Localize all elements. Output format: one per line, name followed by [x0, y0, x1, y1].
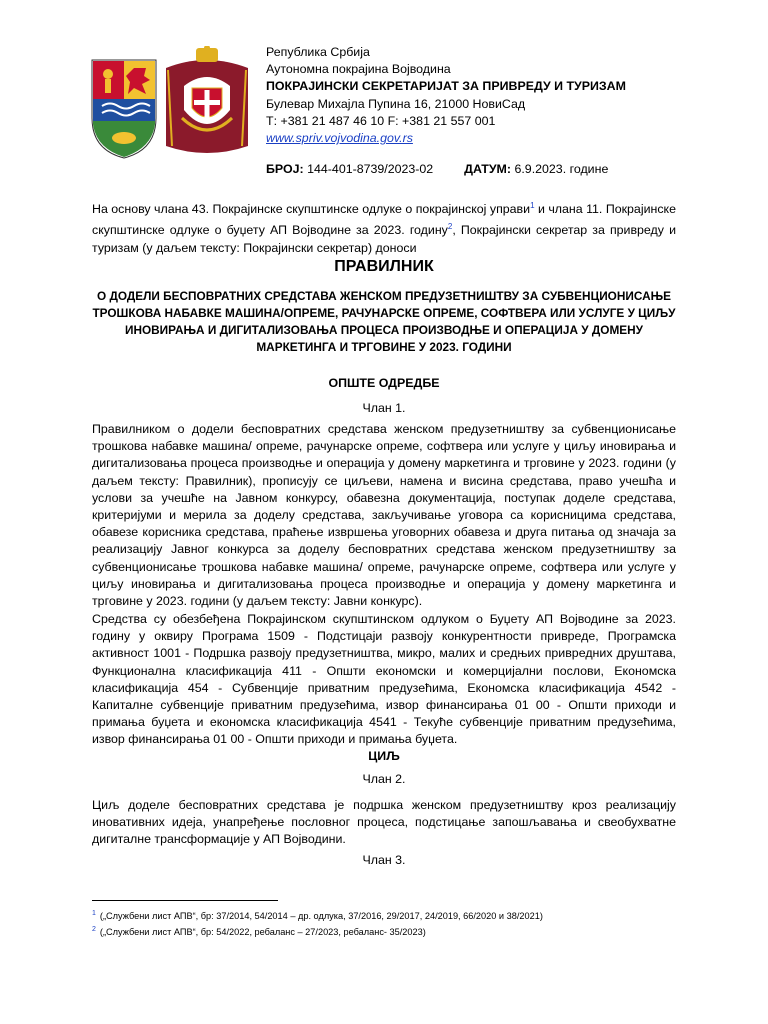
coat-of-arms-emblems	[88, 46, 253, 162]
article-3-heading: Члан 3.	[362, 853, 406, 867]
intro-text-3: , Покрајински секретар за привреду и туризам (у даљем тексту: Покрајински секретар) доноси	[92, 223, 676, 255]
article-2-heading: Члан 2.	[362, 772, 406, 786]
section-general-provisions: ОПШТЕ ОДРЕДБЕ	[328, 376, 440, 390]
intro-paragraph	[92, 197, 676, 257]
footnote-1: $^1$ („Службени лист АПВ“, бр: 37/2014, 54/2014 – др. одлука, 37/2016, 29/2017, 24/2019, 66/2020 и 38/2021)	[92, 910, 543, 922]
institution-header	[266, 44, 686, 147]
vojvodina-coat-of-arms-icon	[92, 60, 156, 158]
number-value: 144-401-8739/2023-02	[307, 162, 434, 176]
date-value: 6.9.2023. године	[514, 162, 609, 176]
intro-text-2: и члана 11. Покрајинске скупштинске одлуке о буџету АП Војводине за 2023. годину	[92, 202, 676, 238]
footnote-divider	[92, 900, 278, 901]
footnote-ref-2[interactable]: 2	[447, 222, 453, 232]
article-2-paragraph: Циљ доделе бесповратних средстава је подршка женском предузетништву кроз реализацију иновативних идеја, унапређење пословног процеса, подстицање запошљавања и свеобухватне дигиталне трансформације у АП Војводини.	[92, 798, 676, 847]
header-country: Република Србија	[266, 45, 370, 59]
footnotes	[92, 907, 676, 939]
date-label: ДАТУМ:	[464, 162, 512, 176]
footnote-2: $^2$ („Службени лист АПВ“, бр: 54/2022, ребаланс – 27/2023, ребаланс- 35/2023)	[92, 926, 426, 938]
section-goal: ЦИЉ	[368, 749, 400, 763]
document-title: ПРАВИЛНИК	[334, 258, 434, 275]
document-subtitle: О ДОДЕЛИ БЕСПОВРАТНИХ СРЕДСТАВА ЖЕНСКОМ ПРЕДУЗЕТНИШТВУ ЗА СУБВЕНЦИОНИСАЊЕ ТРОШКОВА НАБАВКЕ МАШИНА/ОПРЕМЕ, РАЧУНАРСКЕ ОПРЕМЕ, СОФТВЕРА ИЛИ УСЛУГЕ У ЦИЉУ ИНОВИРАЊА И ДИГИТАЛИЗОВАЊА ПРОЦЕСА ПРОИЗВОДЊЕ И ОПЕРАЦИЈА У ДОМЕНУ МАРКЕТИНГА И ТРГОВИНЕ У 2023. ГОДИНИ	[92, 289, 676, 354]
reference-line	[266, 162, 608, 176]
article-1-paragraph-2: Средства су обезбеђена Покрајинском скупштинском одлуком о Буџету АП Војводине за 2023. годину у оквиру Програма 1509 - Подстицаји развоју конкурентности привреде, Програмска активност 1001 - Подршка развоју предузетништва, микро, малих и средњих привредних друштава, Функционална класификација 411 - Општи економски и комерцијални послови, Економска класификација 454 - Субвенције приватним предузећима, Економска класификација 4542 - Капиталне субвенције приватним предузећима, извор финансирања 01 00 - Општи приходи и примања буџета и економска класификација 4541 - Текуће субвенције приватним предузећима, извор финансирања 01 00 - Општи приходи и примања буџета.	[92, 612, 676, 747]
serbia-coat-of-arms-icon	[166, 46, 248, 153]
header-secretariat: ПОКРАЈИНСКИ СЕКРЕТАРИЈАТ ЗА ПРИВРЕДУ И ТУРИЗАМ	[266, 79, 626, 94]
footnote-ref-1[interactable]: 1	[530, 201, 535, 210]
header-province: Аутономна покрајина Војводина	[266, 62, 451, 77]
website-link[interactable]: www.spriv.vojvodina.gov.rs	[266, 131, 413, 146]
header-phone: Т: +381 21 487 46 10 F: +381 21 557 001	[266, 113, 496, 128]
article-1-heading: Члан 1.	[362, 401, 406, 415]
intro-text-1: На основу члана 43. Покрајинске скупштинске одлуке о покрајинској управи	[92, 202, 531, 217]
article-1-paragraph-1: Правилником о додели бесповратних средстава женском предузетништву за субвенционисање трошкова набавке машина/ опреме, рачунарске опреме, софтвера или услуге у циљу иновирања и дигитализовања процеса производње и операција у домену маркетинга и трговине у 2023. години (у даљем тексту: Правилник), прописују се циљеви, намена и висина средстава, право учешћа и услови за учешће на Јавном конкурсу, обавезна документација, поступак доделе средстава, критеријуми и мерила за доделу средстава, закључивање уговора са корисницима средстава, обавезе корисника средстава, праћење извршења уговорних обавеза и друга питања од значаја за реализацију Јавног конкурса за доделу бесповратних средстава женском предузетништву за субвенционисање трошкова набавке машина/ опреме, рачунарске опреме, софтвера или услуге у циљу иновирања и дигитализовања процеса производње и операција у домену маркетинга и трговине у 2023. години (у даљем тексту: Јавни конкурс).	[92, 422, 676, 609]
number-label: БРОЈ:	[266, 162, 304, 176]
header-address: Булевар Михајла Пупина 16, 21000 НовиСад	[266, 96, 526, 111]
